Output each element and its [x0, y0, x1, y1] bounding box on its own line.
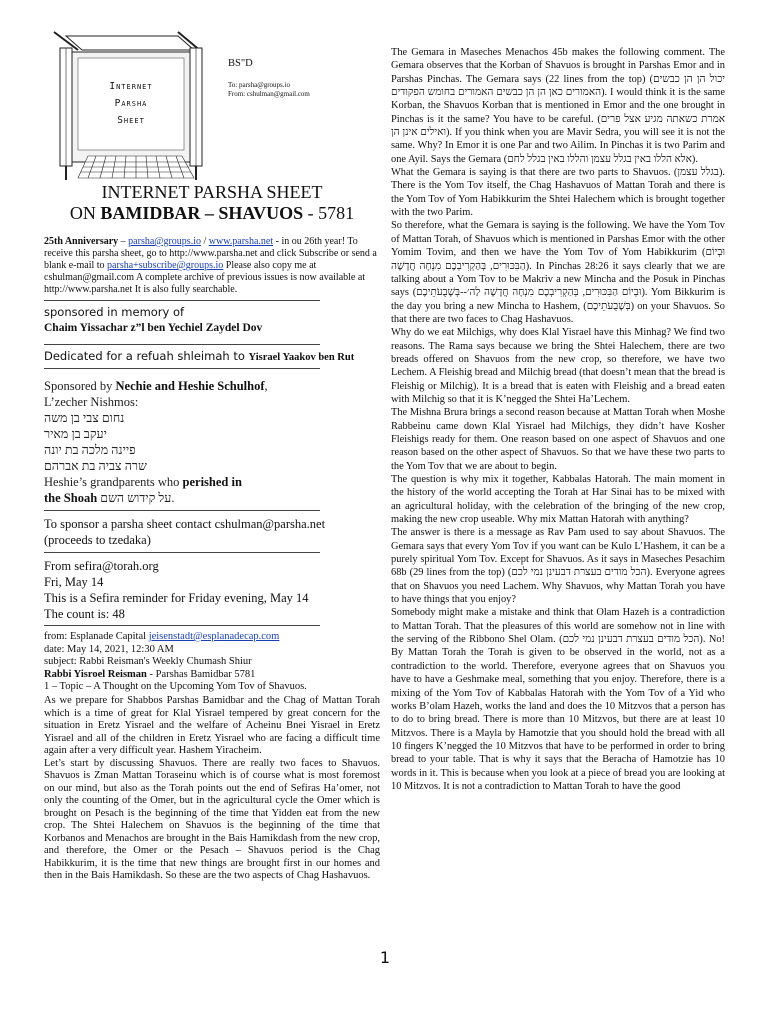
hebrew-name: שרה צביה בת אברהם [44, 459, 147, 473]
topic-line: 1 – Topic – A Thought on the Upcoming Yom Tov of Shavuos. [44, 681, 307, 692]
article-paragraph: The Mishna Brura brings a second reason because at Mattan Torah when Moshe Rabbeinu came down Klal Yisrael had Milchigs, they didn’t have Kosher Fleishigs ready for them. One reason based on one aspect of Shavuos and one reason based on the other aspect of Shavuos. So that we have these two parts to the Yom Tov that we are about to begin. [391, 407, 725, 472]
divider [44, 368, 320, 369]
article-paragraph: The answer is there is a message as Rav Pam used to say about Shavuos. The Gemara says that every Yom Tov if you want can be Kulo L’Hashem, it can be a purely spiritual Yom Tov. Except for Shavuos. As it says in Maseches Pesachim 68b (29 lines from the top) (הכל מודים בעצרת דבעינן נמי לכם). Everyone agrees that on Shavuos you need Lachem. Why Shavuos, why Mattan Torah you have to have things that you enjoy? [391, 527, 725, 606]
article-paragraph: So therefore, what the Gemara is saying is the following. We have the Yom Tov of Mattan Torah, of Shavuos which is mentioned in Parshas Emor with the other Yomim Tovim, and then we have the Yom Tov of Yom Habikkurim (וּבְיוֹם הַבִּכּוּרִים, בְּהַקְרִיבְכֶם מִנְחָה חֲדָשָׁה). In Pinchas 28:26 it says clearly that we are talking about a Yom Tov to be Makriv a new Mincha and the Posuk in Pinchas says (וּבְיוֹם הַבִּכּוּרִים, בְּהַקְרִיבְכֶם מִנְחָה חֲדָשָׁה לַה׳--בְּשָׁבֻעֹתֵיכֶם). Yom Bikkurim is the day you bring a new Mincha to Hashem, (בְּשָׁבֻעֹתֵיכֶם) on your Shavuos. So that there are two faces to Chag Hashavuos. [391, 220, 726, 325]
contact-block [44, 516, 380, 548]
divider [44, 344, 320, 345]
divider [44, 510, 320, 511]
refuah-label: Dedicated for a refuah shleimah to [44, 349, 249, 363]
memorial-dedication [44, 305, 380, 335]
to-address: To: parsha@groups.io [228, 81, 290, 89]
sefira-date: Fri, May 14 [44, 575, 104, 589]
email-from [44, 631, 380, 644]
contact-tzedaka: (proceeds to tzedaka) [44, 533, 151, 547]
logo-line: Sheet [117, 115, 145, 126]
title-line2 [44, 203, 380, 224]
logo-text [94, 78, 168, 129]
sefira-from: From sefira@torah.org [44, 559, 159, 573]
title-parsha: BAMIDBAR – SHAVUOS [100, 203, 304, 223]
article-paragraph: As we prepare for Shabbos Parshas Bamidbar and the Chag of Mattan Torah which is a time of great for Klal Yisrael tempered by great concern for the situation in Eretz Yisrael and the welfare of Acheinu Bnei Yisrael in Eretz Yisrael and all of the children in Eretz Yisrael who are facing a difficult time again after a very difficult year. Hashem Yiracheim. [44, 695, 380, 756]
shoah-line [44, 490, 380, 506]
article-paragraph: The Gemara in Maseches Menachos 45b makes the following comment. The Gemara observes that the Korban of Shavuos is brought in Parshas Emor and in Parshas Pinchas. The Gemara says (22 lines from the top) (יכול הן הן כבשים האמורים כאן הן הן כבשים האמורים בחומש הפקודים). I would think it is the same Korban, the Shavuos Korban that is mentioned in Emor and the one brought in Pinchas is it the same? You have to be careful. (אמרת כשאתה מגיע אצל פרים ואילים אינן הן). If you think when you are Mavir Sedra, you will see it is not the same. Why? In Emor it is one Par and two Ailim. In Pinchas it is two Parim and one Ayil. Says the Gemara (אלא הללו באין בגלל עצמן והללו באין בגלל לחם). [391, 47, 726, 165]
article-paragraph: Let’s start by discussing Shavuos. There are really two faces to Shavuos. Shavuos is Zman Mattan Toraseinu which is of course what is most foremost on our mind, but also as the Torah points out the end of Sefiras Ha’omer, not only the counting of the Omer, but in the agricultural cycle the Omer which is brought on Pesach is the beginning of the time that Yidden eat from the new crop. The Shtei Halechem on Shavuos is the beginning of the time that Korbanos and Menachos are brought in the Bais Hamikdash from the new crop, and therefore, the Omer or the Pesach – Shavuos period is the Chag Habikkurim, it is the time that new things are brought first in our homes and then in the Bais Hamikdash. So these are the two aspects of Chag Hashavuos. [44, 757, 380, 881]
hebrew-name: נחום צבי בן משה [44, 411, 125, 425]
lzecher-label: L’zecher Nishmos: [44, 395, 139, 409]
article-intro [44, 695, 380, 883]
title-line1: INTERNET PARSHA SHEET [101, 182, 323, 202]
sender-email-link[interactable]: jeisenstadt@esplanadecap.com [148, 631, 280, 642]
author-name: Rabbi Yisroel Reisman [44, 668, 147, 680]
email-header [44, 631, 380, 694]
sponsor-prefix: Sponsored by [44, 379, 116, 393]
al-kiddush-hashem: על קידוש השם [100, 491, 172, 505]
sefira-reminder [44, 558, 380, 622]
sponsor-names: Nechie and Heshie Schulhof [115, 379, 265, 393]
website-link[interactable]: www.parsha.net [208, 236, 274, 247]
anniversary-label: 25th Anniversary [44, 236, 119, 247]
sefira-text: This is a Sefira reminder for Friday evening, May 14 [44, 591, 309, 605]
memory-label: sponsored in memory of [44, 305, 185, 319]
from-address: From: cshulman@gmail.com [228, 90, 310, 98]
divider [44, 552, 320, 553]
logo-line: Parsha [114, 98, 148, 109]
author-suffix: - Parshas Bamidbar 5781 [146, 668, 256, 680]
refuah-dedication [44, 349, 380, 363]
link-separator: / [200, 236, 209, 247]
logo-line: Internet [109, 81, 153, 92]
title-year: - 5781 [303, 203, 355, 223]
anniversary-notice [44, 236, 380, 296]
article-paragraph: Somebody might make a mistake and think that Olam Hazeh is a contradiction to Mattan Torah. That the pleasures of this world are somehow not in line with the serving of the Ribbono Shel Olam. (הכל מודים בעצרת דבעינן נמי לכם). No! By Mattan Torah the Torah is given to be observed in the world, not as a contradiction to the world. Therefore, everyone agrees that on Shavuos you have to have a Geshmake meal, something that you enjoy. Therefore, there is a mixing of the Yom Tov of Kabbalas Hatorah with the Yom Tov of a Yid who works B’olam Hazeh, works the land and does the 10 Mitzvos that a person has to do to bring bread. There is more than 10 Mitzvos, but there are at least 10 Mitzvos. There is a Mayla by Hamotzie that you should hold the bread with all 10 fingers K’negged the 10 Mitzvos that have to be performed in order to bring bread to your table. That is why it says that the Beracha of Hamotzie has 10 words in it. This is because when you look at a piece of bread you are looking at 10 Mitzvos. It is not a contradiction to Mattan Torah to have the good [391, 607, 725, 792]
hebrew-name: פיינה מלכה בת יונה [44, 443, 136, 457]
contact-line: To sponsor a parsha sheet contact cshulman@parsha.net [44, 517, 326, 531]
perished-text: perished in [182, 475, 242, 489]
email-date: date: May 14, 2021, 12:30 AM [44, 643, 174, 655]
email-link[interactable]: parsha@groups.io [128, 236, 201, 247]
article-paragraph: The question is why mix it together, Kabbalas Hatorah. The main moment in the history of the world accepting the Torah at Har Sinai has to be mixed with an agricultural holiday, with the celebration of the bringing of the new crop, making the new crop useable. Why mix Mattan Hatorah with anything? [391, 474, 725, 526]
masthead [44, 28, 380, 184]
article-paragraph: What the Gemara is saying is that there are two parts to Shavuos. (בגלל עצמן). There is the Yom Tov itself, the Chag Hashavuos of Mattan Torah and there is the Yom Tov of Yom Habikkurim the Shtei Halechem which is brought together with the two Parim. [391, 167, 725, 219]
sefira-count: The count is: 48 [44, 607, 125, 621]
grandparents-prefix: Heshie’s grandparents who [44, 475, 183, 489]
sponsor-line [44, 378, 380, 394]
anniversary-text-2: Please also copy me at cshulman@gmail.com A complete archive of previous issues is now available at http://www.parsha.net It is also fully searchable. [44, 260, 366, 295]
shoah-period: . [171, 491, 175, 505]
subscribe-link[interactable]: parsha+subscribe@groups.io [107, 260, 224, 271]
page-title [44, 182, 380, 224]
hebrew-name: יעקב בן מאיר [44, 427, 107, 441]
right-column [391, 46, 725, 793]
anniversary-dash: – [118, 236, 129, 247]
bsd-mark: BS"D [228, 58, 253, 69]
email-author [44, 669, 380, 682]
memory-name: Chaim Yissachar z”l ben Yechiel Zaydel Dov [44, 322, 263, 334]
article-paragraph: Why do we eat Milchigs, why does Klal Yisrael have this Minhag? We find two reasons. The Rama says because we bring the Shtei Halechem, there are two breads offered on Shavuos from the new crop, so therefore, we have two Lechem. A Fleishig bread and Milchig bread (that doesn’t mean that the bread is Fleishig or Milchig). It is a bread that is eaten with Fleishig and a bread eaten with Milchig so that it is K’negged the Shtei Ha’Lechem. [391, 327, 725, 405]
torah-scroll-logo [44, 28, 224, 184]
sponsor-block [44, 378, 380, 506]
shoah-text: the Shoah [44, 491, 101, 505]
grandparents-line [44, 474, 380, 490]
divider [44, 300, 320, 301]
email-from-label: from: Esplanade Capital [44, 631, 149, 642]
page-number: 1 [379, 948, 391, 967]
sponsor-comma: , [264, 379, 268, 393]
email-subject: subject: Rabbi Reisman's Weekly Chumash Shiur [44, 656, 252, 667]
header-info [228, 58, 378, 99]
refuah-name: Yisrael Yaakov ben Rut [248, 352, 355, 363]
title-on: ON [69, 203, 101, 223]
divider [44, 625, 320, 626]
anniversary-text: - in ou 26th year! To receive this parsha sheet, go to http://www.parsha.net and click Subscribe or send a blank e-mail to [44, 236, 377, 271]
